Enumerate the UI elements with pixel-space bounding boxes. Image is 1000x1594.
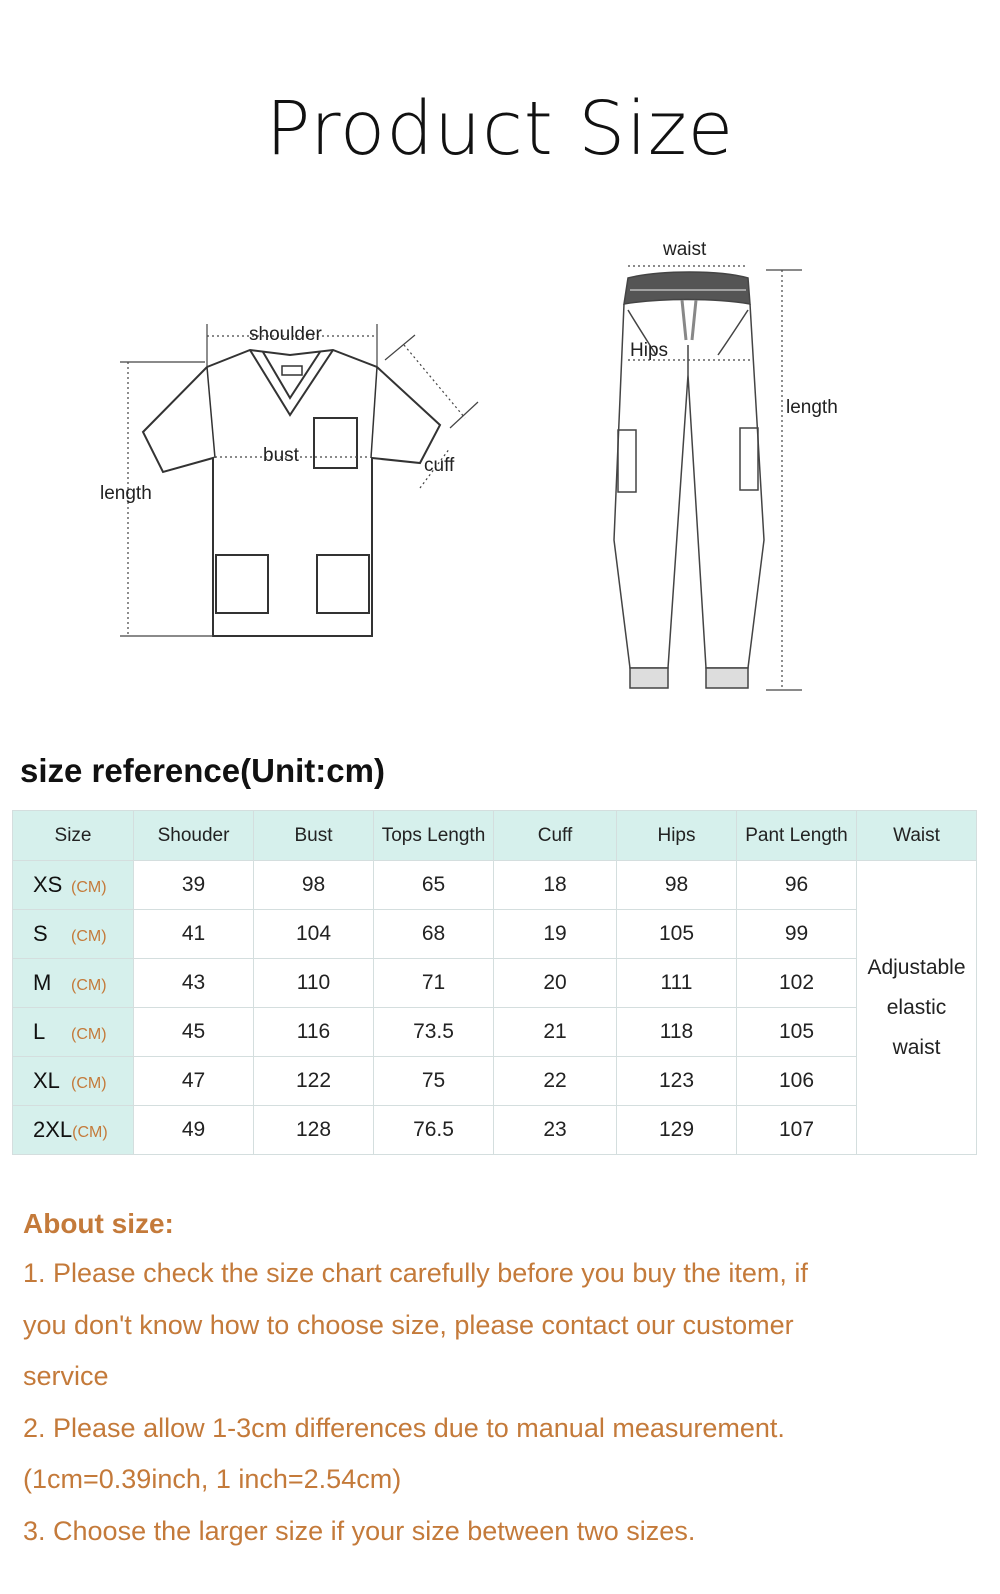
size-unit: (CM): [71, 879, 107, 896]
shoulder-value: 47: [134, 1057, 254, 1106]
bust-value: 128: [254, 1106, 374, 1155]
header-cuff: Cuff: [494, 811, 617, 861]
top-diagram: [143, 350, 440, 636]
about-text: [23, 1248, 923, 1557]
about-heading: About size:: [23, 1208, 174, 1239]
cuff-value: 19: [494, 910, 617, 959]
header-hips: Hips: [617, 811, 737, 861]
size-unit: (CM): [72, 1124, 108, 1141]
header-shoulder: Shouder: [134, 811, 254, 861]
size-unit: (CM): [71, 977, 107, 994]
table-row: [13, 1057, 977, 1106]
about-line: you don't know how to choose size, please contact our customer: [23, 1309, 794, 1340]
tops-length-value: 75: [374, 1057, 494, 1106]
pant-length-value: 99: [737, 910, 857, 959]
size-name: M: [33, 970, 52, 995]
section-heading: size reference(Unit:cm): [20, 752, 385, 789]
waist-label: waist: [663, 239, 707, 260]
pant-length-value: 105: [737, 1008, 857, 1057]
bust-value: 122: [254, 1057, 374, 1106]
size-cell: [13, 1057, 134, 1106]
shoulder-value: 45: [134, 1008, 254, 1057]
bust-label: bust: [263, 445, 299, 466]
hips-value: 105: [617, 910, 737, 959]
hips-value: 123: [617, 1057, 737, 1106]
header-tops-length: Tops Length: [374, 811, 494, 861]
size-unit: (CM): [71, 928, 107, 945]
about-line: 3. Choose the larger size if your size between two sizes.: [23, 1515, 696, 1546]
garment-diagram: [0, 0, 1000, 720]
hips-value: 98: [617, 861, 737, 910]
pant-length-value: 102: [737, 959, 857, 1008]
about-size-section: [23, 1208, 923, 1557]
tops-length-value: 68: [374, 910, 494, 959]
size-name: 2XL: [33, 1117, 73, 1142]
shoulder-label: shoulder: [249, 324, 322, 345]
size-cell: [13, 1106, 134, 1155]
size-cell: [13, 861, 134, 910]
table-row: [13, 959, 977, 1008]
size-cell: [13, 910, 134, 959]
cuff-value: 21: [494, 1008, 617, 1057]
bust-value: 116: [254, 1008, 374, 1057]
header-size: Size: [13, 811, 134, 861]
header-bust: Bust: [254, 811, 374, 861]
table-row: [13, 1106, 977, 1155]
tops-length-value: 73.5: [374, 1008, 494, 1057]
size-name: XL: [33, 1068, 60, 1093]
top-length-label: length: [100, 483, 152, 504]
table-row: [13, 910, 977, 959]
tops-length-value: 65: [374, 861, 494, 910]
table-row: [13, 1008, 977, 1057]
waist-note-line: waist: [892, 1035, 941, 1059]
hips-value: 118: [617, 1008, 737, 1057]
tops-length-value: 71: [374, 959, 494, 1008]
size-unit: (CM): [71, 1026, 107, 1043]
about-line: service: [23, 1361, 109, 1391]
pant-length-value: 96: [737, 861, 857, 910]
about-line: 2. Please allow 1-3cm differences due to manual measurement.: [23, 1412, 785, 1443]
cuff-value: 22: [494, 1057, 617, 1106]
waist-note: [857, 861, 977, 1155]
cuff-value: 20: [494, 959, 617, 1008]
shoulder-value: 43: [134, 959, 254, 1008]
about-line: (1cm=0.39inch, 1 inch=2.54cm): [23, 1464, 402, 1494]
page-title: Product Size: [265, 86, 735, 172]
pant-length-value: 106: [737, 1057, 857, 1106]
waist-note-line: Adjustable: [867, 955, 966, 979]
table-header-row: [13, 811, 977, 861]
pants-length-label: length: [786, 397, 838, 418]
hips-label: Hips: [630, 340, 669, 361]
shoulder-value: 49: [134, 1106, 254, 1155]
cuff-label: cuff: [424, 455, 455, 476]
size-cell: [13, 959, 134, 1008]
size-name: L: [33, 1019, 46, 1044]
header-waist: Waist: [857, 811, 977, 861]
cuff-value: 23: [494, 1106, 617, 1155]
waist-note-line: elastic: [886, 995, 947, 1019]
size-name: S: [33, 921, 48, 946]
size-unit: (CM): [71, 1075, 107, 1092]
about-line: 1. Please check the size chart carefully before you buy the item, if: [23, 1258, 808, 1288]
hips-value: 111: [617, 959, 737, 1008]
shoulder-value: 41: [134, 910, 254, 959]
pant-length-value: 107: [737, 1106, 857, 1155]
tops-length-value: 76.5: [374, 1106, 494, 1155]
size-cell: [13, 1008, 134, 1057]
hips-value: 129: [617, 1106, 737, 1155]
size-table: [12, 810, 977, 1155]
cuff-value: 18: [494, 861, 617, 910]
size-name: XS: [33, 872, 63, 897]
bust-value: 98: [254, 861, 374, 910]
header-pant-length: Pant Length: [737, 811, 857, 861]
table-row: [13, 861, 977, 910]
bust-value: 104: [254, 910, 374, 959]
bust-value: 110: [254, 959, 374, 1008]
shoulder-value: 39: [134, 861, 254, 910]
pants-diagram: [614, 272, 764, 688]
